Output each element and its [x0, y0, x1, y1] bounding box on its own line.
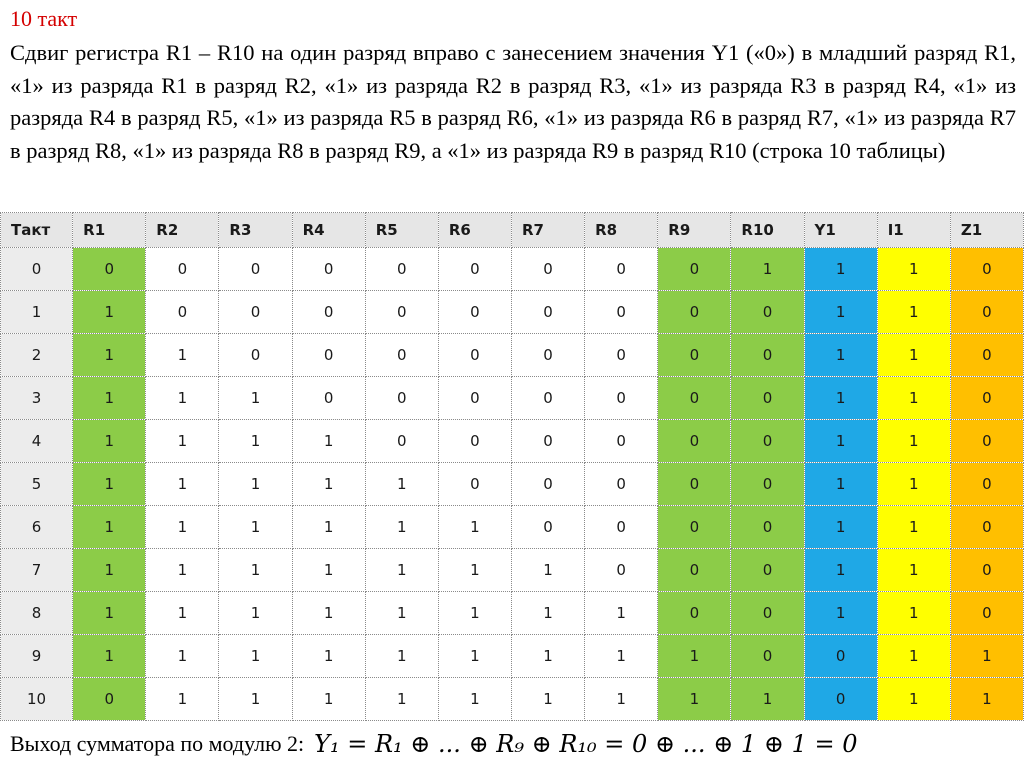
- column-header-r9: R9: [658, 213, 731, 248]
- cell-такт: 5: [1, 463, 73, 506]
- cell-r8: 1: [585, 592, 658, 635]
- cell-r5: 0: [365, 377, 438, 420]
- cell-r4: 1: [292, 420, 365, 463]
- column-header-z1: Z1: [950, 213, 1023, 248]
- cell-r3: 1: [219, 592, 292, 635]
- cell-y1: 1: [804, 506, 877, 549]
- cell-y1: 1: [804, 291, 877, 334]
- cell-r8: 1: [585, 635, 658, 678]
- cell-r6: 1: [438, 506, 511, 549]
- cell-r10: 0: [731, 549, 804, 592]
- cell-r1: 1: [73, 334, 146, 377]
- cell-r7: 0: [511, 334, 584, 377]
- description-text: Сдвиг регистра R1 – R10 на один разряд вправо с занесением значения Y1 («0») в младший разряд R1, «1» из разряда R1 в разряд R2, «1» из разряда R2 в разряд R3, «1» из разряда R3 в разряд R4, «1» из разряда R4 в разряд R5, «1» из разряда R5 в разряд R6, «1» из разряда R6 в разряд R7, «1» из разряда R7 в разряд R8, «1» из разряда R8 в разряд R9, а «1» из разряда R9 в разряд R10 (строка 10 таблицы): [10, 40, 1016, 163]
- footer-label: Выход сумматора по модулю 2:: [10, 731, 305, 756]
- cell-r6: 1: [438, 592, 511, 635]
- cell-r6: 1: [438, 635, 511, 678]
- cell-r5: 1: [365, 592, 438, 635]
- cell-r4: 0: [292, 248, 365, 291]
- cell-r1: 1: [73, 549, 146, 592]
- cell-y1: 1: [804, 463, 877, 506]
- cell-r10: 0: [731, 635, 804, 678]
- table-row: [1, 420, 1024, 463]
- cell-r9: 0: [658, 592, 731, 635]
- cell-y1: 1: [804, 334, 877, 377]
- cell-r5: 0: [365, 334, 438, 377]
- cell-r4: 0: [292, 334, 365, 377]
- cell-r4: 0: [292, 377, 365, 420]
- cell-y1: 1: [804, 377, 877, 420]
- cell-r3: 1: [219, 463, 292, 506]
- cell-r3: 0: [219, 291, 292, 334]
- cell-r8: 0: [585, 377, 658, 420]
- cell-i1: 1: [877, 248, 950, 291]
- cell-r2: 1: [146, 420, 219, 463]
- cell-r2: 1: [146, 463, 219, 506]
- cell-r8: 0: [585, 334, 658, 377]
- cell-r10: 0: [731, 377, 804, 420]
- cell-r7: 1: [511, 549, 584, 592]
- register-table: [0, 212, 1024, 721]
- cell-r7: 1: [511, 592, 584, 635]
- cell-r3: 1: [219, 420, 292, 463]
- column-header-r10: R10: [731, 213, 804, 248]
- cell-r9: 0: [658, 248, 731, 291]
- cell-r2: 1: [146, 549, 219, 592]
- cell-r1: 0: [73, 678, 146, 721]
- cell-r9: 0: [658, 291, 731, 334]
- cell-i1: 1: [877, 549, 950, 592]
- cell-r3: 1: [219, 678, 292, 721]
- cell-y1: 1: [804, 248, 877, 291]
- cell-r4: 1: [292, 549, 365, 592]
- cell-r3: 1: [219, 506, 292, 549]
- cell-r3: 0: [219, 334, 292, 377]
- cell-r3: 1: [219, 635, 292, 678]
- cell-r6: 1: [438, 678, 511, 721]
- cell-r10: 0: [731, 420, 804, 463]
- table-row: [1, 635, 1024, 678]
- cell-z1: 0: [950, 291, 1023, 334]
- cell-r5: 1: [365, 463, 438, 506]
- cell-i1: 1: [877, 463, 950, 506]
- cell-i1: 1: [877, 334, 950, 377]
- cell-r9: 0: [658, 506, 731, 549]
- cell-r2: 0: [146, 291, 219, 334]
- cell-y1: 1: [804, 592, 877, 635]
- cell-r9: 1: [658, 635, 731, 678]
- column-header-r7: R7: [511, 213, 584, 248]
- cell-r10: 1: [731, 678, 804, 721]
- cell-r2: 1: [146, 635, 219, 678]
- cell-r6: 0: [438, 463, 511, 506]
- cell-r9: 0: [658, 549, 731, 592]
- column-header-r5: R5: [365, 213, 438, 248]
- table-row: [1, 377, 1024, 420]
- cell-r2: 1: [146, 678, 219, 721]
- cell-r9: 0: [658, 420, 731, 463]
- cell-y1: 1: [804, 549, 877, 592]
- cell-r10: 0: [731, 291, 804, 334]
- cell-z1: 0: [950, 377, 1023, 420]
- column-header-r6: R6: [438, 213, 511, 248]
- cell-такт: 7: [1, 549, 73, 592]
- table-row: [1, 592, 1024, 635]
- footer: [10, 725, 1020, 763]
- cell-r7: 1: [511, 678, 584, 721]
- cell-r8: 0: [585, 463, 658, 506]
- column-header-r8: R8: [585, 213, 658, 248]
- cell-r6: 0: [438, 291, 511, 334]
- cell-i1: 1: [877, 291, 950, 334]
- cell-r5: 1: [365, 506, 438, 549]
- cell-z1: 0: [950, 420, 1023, 463]
- cell-r9: 1: [658, 678, 731, 721]
- cell-r8: 0: [585, 549, 658, 592]
- cell-такт: 1: [1, 291, 73, 334]
- cell-r1: 1: [73, 506, 146, 549]
- cell-z1: 0: [950, 463, 1023, 506]
- table-header-row: [1, 213, 1024, 248]
- cell-r3: 1: [219, 549, 292, 592]
- cell-r4: 1: [292, 635, 365, 678]
- cell-r10: 0: [731, 506, 804, 549]
- cell-i1: 1: [877, 592, 950, 635]
- cell-r7: 0: [511, 248, 584, 291]
- cell-r5: 0: [365, 248, 438, 291]
- cell-r4: 1: [292, 678, 365, 721]
- cell-r7: 0: [511, 291, 584, 334]
- cell-r5: 1: [365, 635, 438, 678]
- cell-r7: 0: [511, 506, 584, 549]
- table-row: [1, 463, 1024, 506]
- cell-r1: 1: [73, 635, 146, 678]
- cell-r10: 0: [731, 463, 804, 506]
- cell-такт: 0: [1, 248, 73, 291]
- cell-r8: 0: [585, 506, 658, 549]
- table-row: [1, 678, 1024, 721]
- cell-i1: 1: [877, 635, 950, 678]
- cell-r9: 0: [658, 463, 731, 506]
- table-row: [1, 506, 1024, 549]
- cell-r2: 1: [146, 592, 219, 635]
- slide-title: 10 такт: [10, 6, 78, 31]
- cell-r5: 1: [365, 549, 438, 592]
- cell-r5: 0: [365, 420, 438, 463]
- cell-r1: 1: [73, 420, 146, 463]
- cell-r7: 0: [511, 420, 584, 463]
- table-body: [1, 248, 1024, 721]
- cell-r7: 1: [511, 635, 584, 678]
- cell-z1: 0: [950, 506, 1023, 549]
- cell-i1: 1: [877, 377, 950, 420]
- column-header-r4: R4: [292, 213, 365, 248]
- cell-r1: 1: [73, 377, 146, 420]
- cell-такт: 6: [1, 506, 73, 549]
- cell-такт: 2: [1, 334, 73, 377]
- column-header-такт: Такт: [1, 213, 73, 248]
- cell-r9: 0: [658, 334, 731, 377]
- table-row: [1, 291, 1024, 334]
- cell-y1: 0: [804, 678, 877, 721]
- cell-r8: 0: [585, 420, 658, 463]
- cell-r6: 0: [438, 377, 511, 420]
- cell-r4: 0: [292, 291, 365, 334]
- table-row: [1, 248, 1024, 291]
- cell-такт: 10: [1, 678, 73, 721]
- cell-r2: 1: [146, 377, 219, 420]
- cell-z1: 0: [950, 248, 1023, 291]
- column-header-i1: I1: [877, 213, 950, 248]
- column-header-y1: Y1: [804, 213, 877, 248]
- cell-i1: 1: [877, 420, 950, 463]
- column-header-r2: R2: [146, 213, 219, 248]
- cell-r7: 0: [511, 377, 584, 420]
- cell-r7: 0: [511, 463, 584, 506]
- cell-такт: 3: [1, 377, 73, 420]
- cell-r5: 0: [365, 291, 438, 334]
- cell-r3: 0: [219, 248, 292, 291]
- cell-r10: 0: [731, 592, 804, 635]
- cell-r8: 1: [585, 678, 658, 721]
- cell-r6: 0: [438, 248, 511, 291]
- cell-r2: 1: [146, 506, 219, 549]
- cell-r5: 1: [365, 678, 438, 721]
- cell-r1: 1: [73, 291, 146, 334]
- cell-r10: 1: [731, 248, 804, 291]
- column-header-r3: R3: [219, 213, 292, 248]
- cell-z1: 1: [950, 678, 1023, 721]
- cell-такт: 8: [1, 592, 73, 635]
- cell-z1: 0: [950, 592, 1023, 635]
- cell-z1: 1: [950, 635, 1023, 678]
- cell-r2: 1: [146, 334, 219, 377]
- cell-i1: 1: [877, 506, 950, 549]
- cell-r4: 1: [292, 506, 365, 549]
- cell-r6: 1: [438, 549, 511, 592]
- cell-такт: 4: [1, 420, 73, 463]
- cell-r4: 1: [292, 592, 365, 635]
- cell-i1: 1: [877, 678, 950, 721]
- cell-r9: 0: [658, 377, 731, 420]
- cell-r10: 0: [731, 334, 804, 377]
- cell-r8: 0: [585, 248, 658, 291]
- cell-z1: 0: [950, 549, 1023, 592]
- cell-r8: 0: [585, 291, 658, 334]
- cell-такт: 9: [1, 635, 73, 678]
- cell-r1: 0: [73, 248, 146, 291]
- xor-formula: Y₁ = R₁ ⊕ ... ⊕ R₉ ⊕ R₁₀ = 0 ⊕ ... ⊕ 1 ⊕ 1 = 0: [314, 730, 858, 758]
- cell-r6: 0: [438, 420, 511, 463]
- table-row: [1, 334, 1024, 377]
- cell-y1: 0: [804, 635, 877, 678]
- cell-r1: 1: [73, 463, 146, 506]
- cell-z1: 0: [950, 334, 1023, 377]
- cell-r6: 0: [438, 334, 511, 377]
- cell-r3: 1: [219, 377, 292, 420]
- cell-r2: 0: [146, 248, 219, 291]
- column-header-r1: R1: [73, 213, 146, 248]
- cell-r1: 1: [73, 592, 146, 635]
- table-row: [1, 549, 1024, 592]
- cell-y1: 1: [804, 420, 877, 463]
- cell-r4: 1: [292, 463, 365, 506]
